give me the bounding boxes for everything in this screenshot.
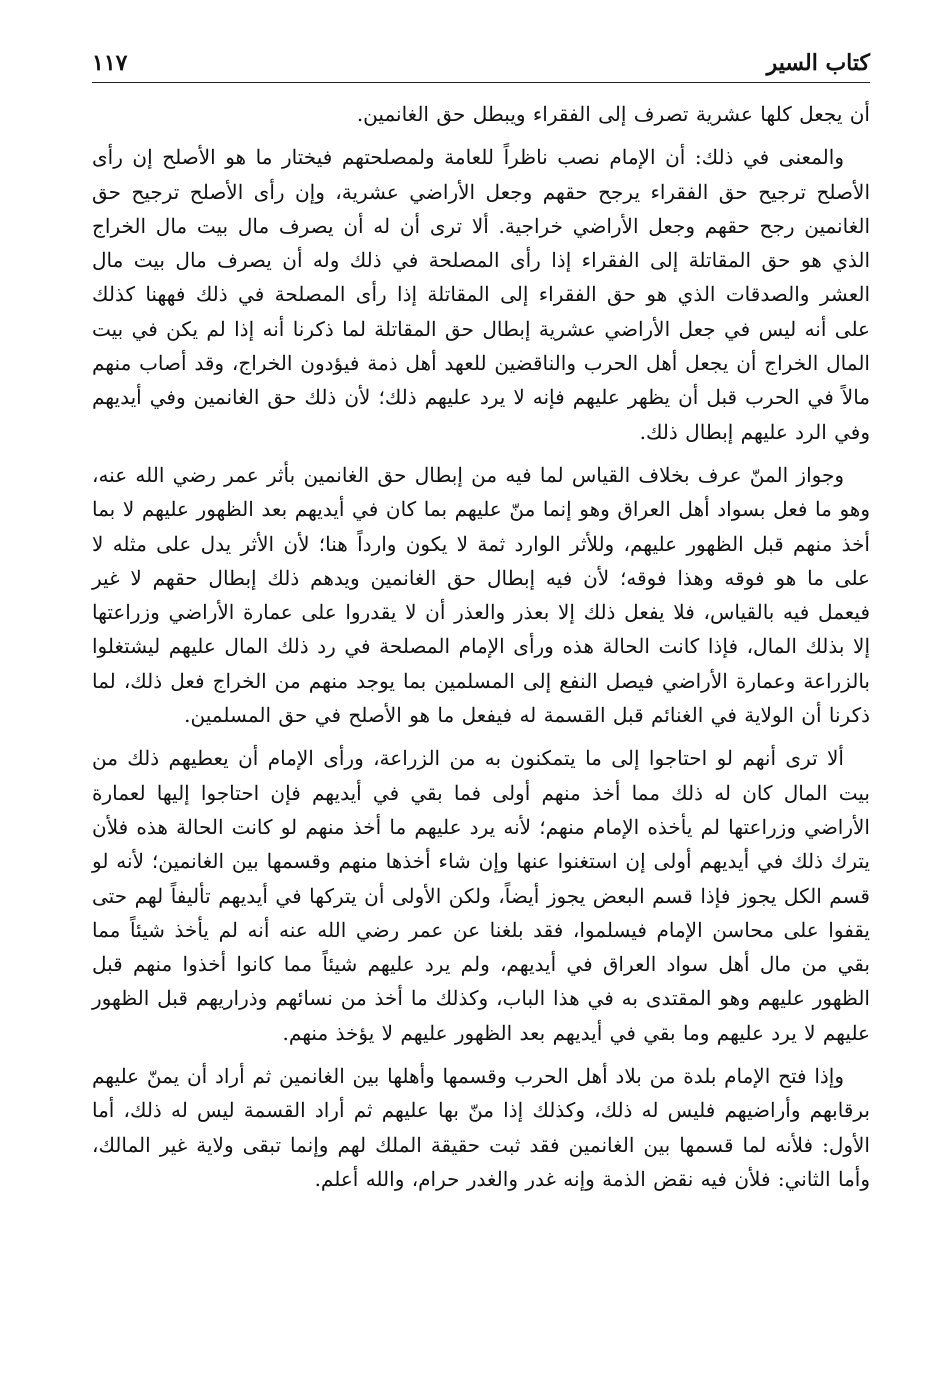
- book-page: [92, 38, 870, 1348]
- body-text: [92, 97, 870, 1196]
- paragraph: وجواز المنّ عرف بخلاف القياس لما فيه من إبطال حق الغانمين بأثر عمر رضي الله عنه، وهو ما فعل بسواد أهل العراق وهو إنما منّ عليهم بما كان في أيديهم بعد الظهور عليهم لا بما أخذ منهم قبل الظهور عليهم، وللأثر الوارد ثمة لا يكون وارداً هنا؛ لأن الأثر يدل على مثله لا على ما هو فوقه وهذا فوقه؛ لأن فيه إبطال حق الغانمين ويدهم ذلك إبطال حقهم لا غير فيعمل فيه بالقياس، فلا يفعل ذلك إلا بعذر والعذر أن لا يقدروا على عمارة الأراضي وزراعتها إلا بذلك المال، فإذا كانت الحالة هذه ورأى الإمام المصلحة في رد ذلك المال عليهم ليشتغلوا بالزراعة وعمارة الأراضي فيصل النفع إلى المسلمين بما يوجد منهم من الخراج فعل ذلك، لما ذكرنا أن الولاية في الغنائم قبل القسمة له فيفعل ما هو الأصلح في حق المسلمين.: [92, 462, 870, 728]
- paragraph: ألا ترى أنهم لو احتاجوا إلى ما يتمكنون به من الزراعة، ورأى الإمام أن يعطيهم ذلك من بيت المال كان له ذلك مما أخذ منهم أولى فما بقي في أيديهم فإن احتاجوا إليها لعمارة الأراضي وزراعتها لم يأخذه الإمام منهم؛ لأنه يرد عليهم ما أخذ منهم لو كانت الحالة هذه فلأن يترك ذلك في أيديهم أولى إن استغنوا عنها وإن شاء أخذها منهم وقسمها بين الغانمين؛ لأنه لو قسم الكل يجوز فإذا قسم البعض يجوز أيضاً، ولكن الأولى أن يتركها في أيديهم تأليفاً لهم حتى يقفوا على محاسن الإمام فيسلموا، فقد بلغنا عن عمر رضي الله عنه أنه لم يأخذ شيئاً مما بقي من مال أهل سواد العراق في أيديهم، ولم يرد عليهم شيئاً مما كانوا أخذوا منهم قبل الظهور عليهم وهو المقتدى به في هذا الباب، وكذلك ما أخذ من نسائهم وذراريهم قبل الظهور عليهم لا يرد عليهم وما بقي في أيديهم بعد الظهور عليهم لا يؤخذ منهم.: [92, 746, 870, 1045]
- book-title: كتاب السير: [766, 50, 870, 76]
- paragraph: والمعنى في ذلك: أن الإمام نصب ناظراً للعامة ولمصلحتهم فيختار ما هو الأصلح إن رأى الأصلح ترجيح حق الفقراء يرجح حقهم وجعل الأراضي عشرية، وإن رأى الأصلح ترجيح حق الغانمين رجح حقهم وجعل الأراضي خراجية. ألا ترى أن له أن يصرف مال بيت مال الخراج الذي هو حق المقاتلة إلى الفقراء إذا رأى المصلحة في ذلك وله أن يصرف مال بيت مال العشر والصدقات الذي هو حق الفقراء إلى المقاتلة إذا رأى المصلحة في ذلك فههنا كذلك على أنه ليس في جعل الأراضي عشرية إبطال حق المقاتلة لما ذكرنا أنه إذا لم يكن في بيت المال الخراج أن يجعل أهل الحرب والناقضين للعهد أهل ذمة فيؤدون الخراج، وقد أصاب منهم مالاً في الحرب قبل أن يظهر عليهم فإنه لا يرد عليهم ذلك؛ لأن ذلك حق الغانمين وفي أيديهم وفي الرد عليهم إبطال ذلك.: [92, 145, 871, 444]
- running-header: [92, 38, 870, 83]
- paragraph: وإذا فتح الإمام بلدة من بلاد أهل الحرب وقسمها وأهلها بين الغانمين ثم أراد أن يمنّ عليهم برقابهم وأراضيهم فليس له ذلك، وكذلك إذا منّ بها عليهم ثم أراد القسمة ليس له ذلك، أما الأول: فلأنه لما قسمها بين الغانمين فقد ثبت حقيقة الملك لهم وإنما تبقى ولاية غير المالك، وأما الثاني: فلأن فيه نقض الذمة وإنه غدر والغدر حرام، والله أعلم.: [92, 1064, 870, 1191]
- paragraph: أن يجعل كلها عشرية تصرف إلى الفقراء ويبطل حق الغانمين.: [356, 102, 870, 126]
- page-number: ١١٧: [92, 50, 128, 76]
